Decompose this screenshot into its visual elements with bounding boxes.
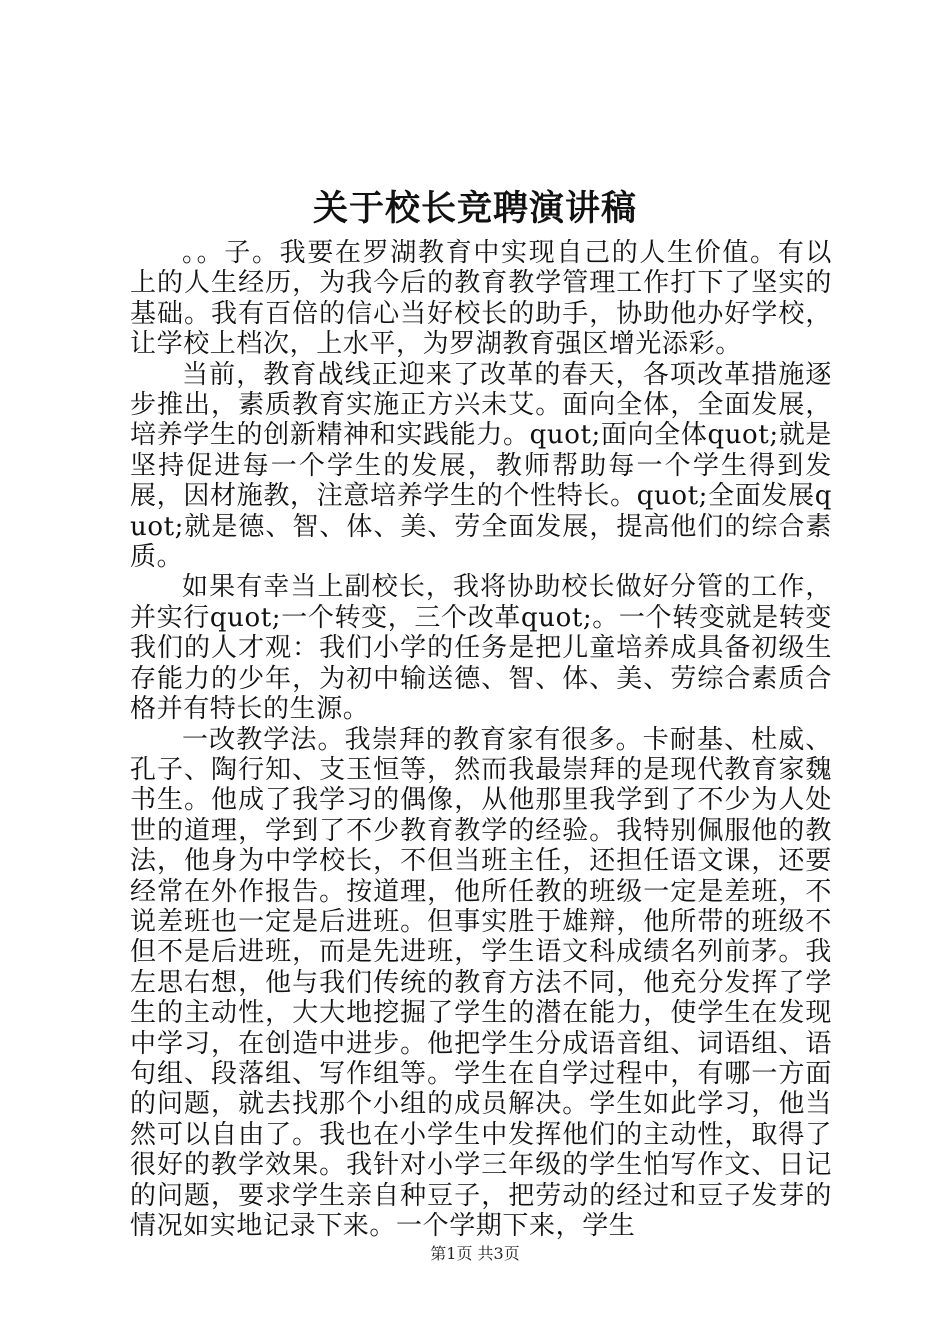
paragraph: 当前，教育战线正迎来了改革的春天，各项改革措施逐步推出，素质教育实施正方兴未艾。面向全体，全面发展，培养学生的创新精神和实践能力。quot;面向全体quot;就是坚持促进每一个学生的发展，教师帮助每一个学生得到发展，因材施教，注意培养学生的个性特长。quot;全面发展quot;就是德、智、体、美、劳全面发展，提高他们的综合素质。 — [130, 359, 832, 573]
paragraph: 。。子。我要在罗湖教育中实现自己的人生价值。有以上的人生经历，为我今后的教育教学管理工作打下了坚实的基础。我有百倍的信心当好校长的助手，协助他办好学校，让学校上档次，上水平，为罗湖教育强区增光添彩。 — [130, 238, 832, 360]
page-title: 关于校长竞聘演讲稿 — [312, 188, 637, 229]
document-body — [130, 238, 832, 1241]
paragraph: 一改教学法。我崇拜的教育家有很多。卡耐基、杜威、孔子、陶行知、支玉恒等，然而我最崇拜的是现代教育家魏书生。他成了我学习的偶像，从他那里我学到了不少为人处世的道理，学到了不少教育教学的经验。我特别佩服他的教法，他身为中学校长，不但当班主任，还担任语文课，还要经常在外作报告。按道理，他所任教的班级一定是差班，不说差班也一定是后进班。但事实胜于雄辩，他所带的班级不但不是后进班，而是先进班，学生语文科成绩名列前茅。我左思右想，他与我们传统的教育方法不同，他充分发挥了学生的主动性，大大地挖掘了学生的潜在能力，使学生在发现中学习，在创造中进步。他把学生分成语音组、词语组、语句组、段落组、写作组等。学生在自学过程中，有哪一方面的问题，就去找那个小组的成员解决。学生如此学习，他当然可以自由了。我也在小学生中发挥他们的主动性，取得了很好的教学效果。我针对小学三年级的学生怕写作文、日记的问题，要求学生亲自种豆子，把劳动的经过和豆子发芽的情况如实地记录下来。一个学期下来，学生 — [130, 724, 832, 1241]
paragraph: 如果有幸当上副校长，我将协助校长做好分管的工作，并实行quot;一个转变，三个改革quot;。一个转变就是转变我们的人才观：我们小学的任务是把儿童培养成具备初级生存能力的少年，为初中输送德、智、体、美、劳综合素质合格并有特长的生源。 — [130, 572, 832, 725]
page-number-footer: 第1页 共3页 — [430, 1244, 520, 1263]
